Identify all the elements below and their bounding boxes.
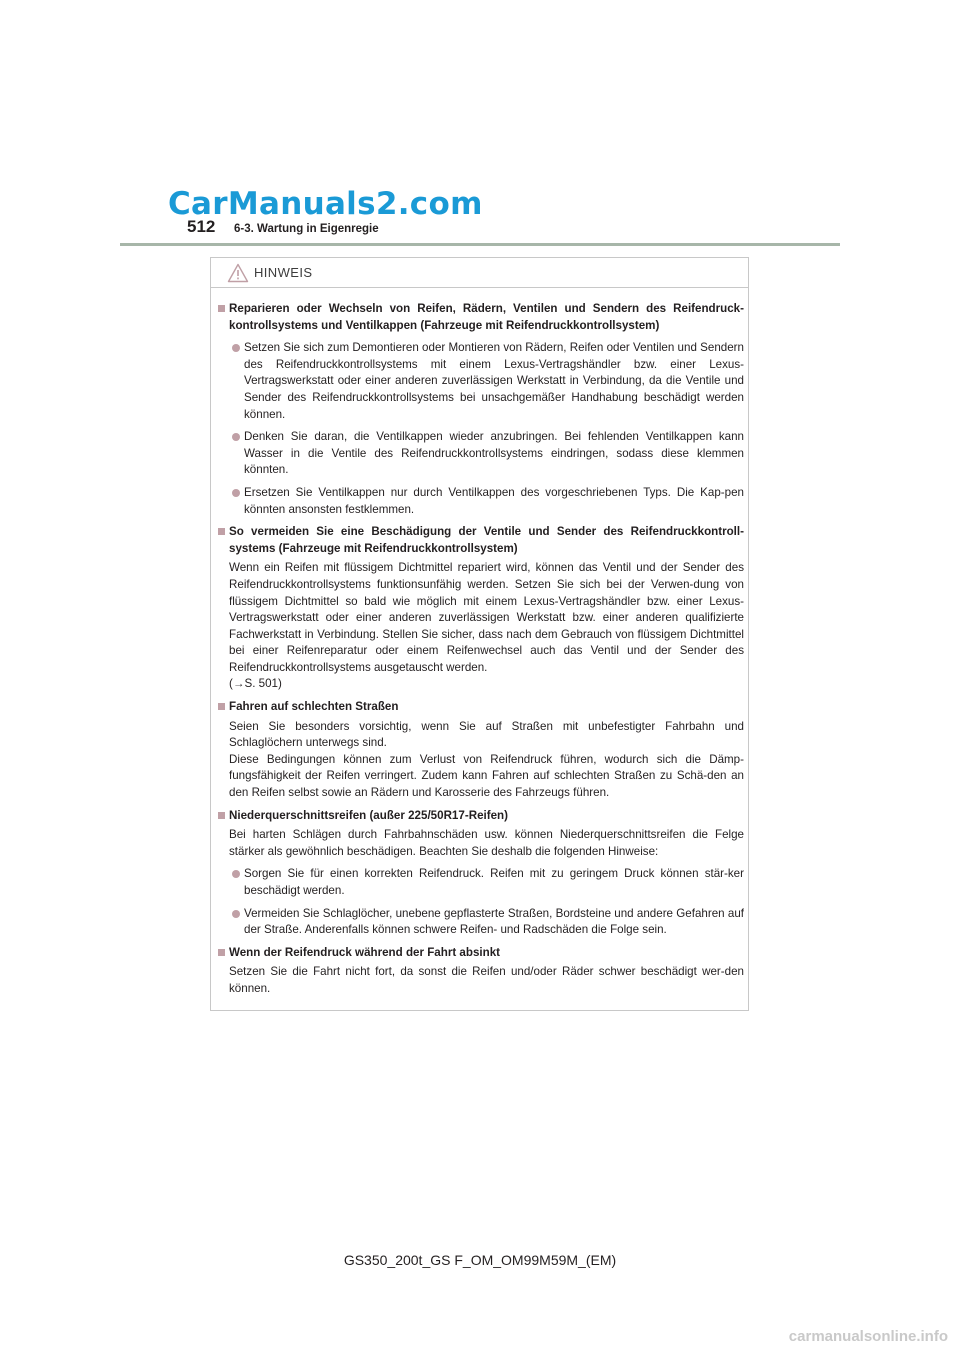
- round-bullet-icon: [232, 910, 240, 918]
- list-item-text: Denken Sie daran, die Ventilkappen wieder anzubringen. Bei fehlenden Ventilkappen kann Wasser in die Ventile des Reifendruckkontrollsystems eindringen, sodass diese klemmen könnten.: [244, 430, 744, 477]
- list-item-text: Ersetzen Sie Ventilkappen nur durch Ventilkappen des vorgeschriebenen Typs. Die Kap-pen könnten ansonsten festklemmen.: [244, 485, 744, 516]
- watermark-logo: CarManuals2.com: [168, 186, 483, 222]
- topic-text: Seien Sie besonders vorsichtig, wenn Sie auf Straßen mit unbefestigter Fahrbahn und Schlaglöchern unterwegs sind.: [229, 719, 744, 750]
- page-number: 512: [187, 217, 216, 236]
- square-bullet-icon: [218, 949, 225, 956]
- header-rule: [120, 243, 840, 246]
- round-bullet-icon: [232, 344, 240, 352]
- topic-bad-roads: [218, 699, 744, 802]
- section-title: 6-3. Wartung in Eigenregie: [234, 223, 379, 235]
- list-item-text: Setzen Sie sich zum Demontieren oder Montieren von Rädern, Reifen oder Ventilen und Sendern des Reifendruckkontrollsystems mit einem Lexus-Vertragshändler bzw. einer Lexus-Vertragswerkstatt oder einer anderen zuverlässigen Werkstatt in Verbindung, da die Ventile und Sender des Reifendruckkontrollsystems bei unsachgemäßer Handhabung beschädigt werden können.: [244, 341, 744, 421]
- warning-triangle-icon: [227, 263, 249, 283]
- watermark-footer: carmanualsonline.info: [788, 1328, 948, 1345]
- list-item-text: Vermeiden Sie Schlaglöcher, unebene gepflasterte Straßen, Bordsteine und andere Gefahren auf der Straße. Anderenfalls können schwere Reifen- und Radschäden die Folge sein.: [244, 906, 744, 937]
- notice-title: HINWEIS: [254, 265, 313, 280]
- square-bullet-icon: [218, 812, 225, 819]
- topic-pressure-drop: [218, 945, 744, 998]
- list-item: [229, 340, 744, 423]
- square-bullet-icon: [218, 305, 225, 312]
- notice-header: [211, 258, 748, 288]
- notice-box: [210, 257, 749, 1011]
- round-bullet-icon: [232, 433, 240, 441]
- list-item-text: Sorgen Sie für einen korrekten Reifendruck. Reifen mit zu geringem Druck können stär-ker beschädigt werden.: [244, 867, 744, 897]
- topic-heading: Wenn der Reifendruck während der Fahrt absinkt: [229, 945, 501, 959]
- square-bullet-icon: [218, 528, 225, 535]
- list-item: [229, 866, 744, 899]
- topic-text: Diese Bedingungen können zum Verlust von Reifendruck führen, wodurch sich die Dämp-fungsfähigkeit der Reifen verringert. Zudem kann Fahren auf schlechten Straßen zu Schä-den an den Reifen selbst sowie an Rädern und Karosserie des Fahrzeugs führen.: [229, 752, 744, 800]
- list-item: [229, 429, 744, 479]
- round-bullet-icon: [232, 489, 240, 497]
- topic-low-profile-tires: [218, 808, 744, 939]
- topic-heading: Fahren auf schlechten Straßen: [229, 700, 399, 714]
- list-item: [229, 906, 744, 939]
- topic-valve-damage: [218, 524, 744, 693]
- page-reference-link[interactable]: (→S. 501): [229, 677, 282, 691]
- topic-text: Wenn ein Reifen mit flüssigem Dichtmittel repariert wird, können das Ventil und der Sender des Reifendruckkontrollsystems funktionsunfähig werden. Setzen Sie sich bei der Verwen-dung von flüssigem Dichtmittel so bald wie möglich mit einem Lexus-Vertragshändler bzw. einer Lexus-Vertragswerkstatt oder einer anderen zuverlässigen Werkstatt bzw. einer anderen qualifizierte Fachwerkstatt in Verbindung. Stellen Sie sicher, dass nach dem Gebrauch von flüssigem Dichtmittel bei einer Reifenreparatur oder einem Reifenwechsel auch das Ventil und der Sender des Reifendruckkontrollsystems ausgetauscht werden.: [229, 561, 744, 674]
- topic-tpms-repair: [218, 301, 744, 518]
- topic-text: Setzen Sie die Fahrt nicht fort, da sonst die Reifen und/oder Räder schwer beschädigt wer-den können.: [229, 965, 744, 995]
- round-bullet-icon: [232, 870, 240, 878]
- topic-text: Bei harten Schlägen durch Fahrbahnschäden usw. können Niederquerschnittsreifen die Felge stärker als gewöhnlich beschädigen. Beachten Sie deshalb die folgenden Hinweise:: [229, 828, 744, 858]
- topic-heading: Niederquerschnittsreifen (außer 225/50R17-Reifen): [229, 808, 508, 822]
- notice-body: [218, 301, 744, 1000]
- square-bullet-icon: [218, 703, 225, 710]
- list-item: [229, 485, 744, 518]
- topic-heading: So vermeiden Sie eine Beschädigung der Ventile und Sender des Reifendruckkontroll-systems (Fahrzeuge mit Reifendruckkontrollsystem): [229, 525, 744, 555]
- topic-heading: Reparieren oder Wechseln von Reifen, Rädern, Ventilen und Sendern des Reifendruck-kontrollsystems und Ventilkappen (Fahrzeuge mit Reifendruckkontrollsystem): [229, 302, 744, 332]
- document-code: GS350_200t_GS F_OM_OM99M59M_(EM): [343, 1252, 617, 1268]
